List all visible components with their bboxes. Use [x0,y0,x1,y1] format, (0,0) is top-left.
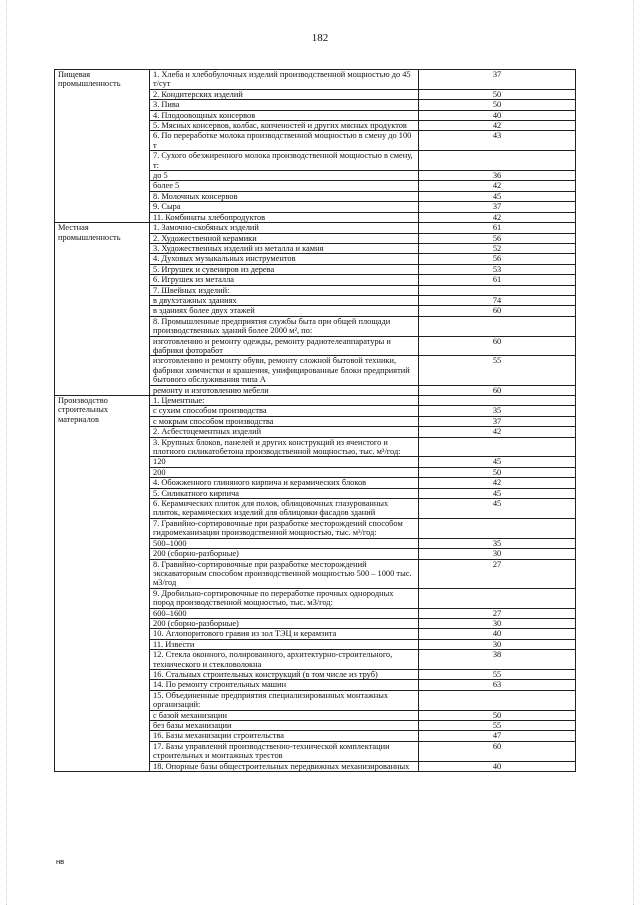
row-text: 10. Аглопоритового гравия из зол ТЭЦ и керамзита [150,629,419,639]
row-text: 16. Стальных строительных конструкций (в том числе из труб) [150,669,419,679]
row-text: 4. Обожженного глиняного кирпича и керамических блоков [150,478,419,488]
row-value: 45 [419,191,576,201]
row-value: 30 [419,549,576,559]
row-value: 42 [419,478,576,488]
row-text: 200 (сборно-разборные) [150,549,419,559]
row-value [419,316,576,336]
row-text: 7. Гравийно-сортировочные при разработке месторождений способом гидромеханизации производственной мощностью, тыс. м³/год: [150,518,419,538]
row-text: 7. Сухого обезжиренного молока производственной мощностью в смену, т: [150,151,419,171]
row-value: 45 [419,499,576,519]
row-text: 2. Художественной керамики [150,233,419,243]
row-text: 200 (сборно-разборные) [150,618,419,628]
row-value: 30 [419,618,576,628]
scan-edge-right [633,0,634,905]
row-text: 4. Плодоовощных консервов [150,110,419,120]
row-text: 4. Духовых музыкальных инструментов [150,254,419,264]
row-text: 200 [150,467,419,477]
row-text: в двухэтажных зданиях [150,295,419,305]
row-value [419,151,576,171]
row-text: 12. Стекла оконного, полированного, архитектурно-строительного, технического и стекловолокна [150,650,419,670]
row-text: 11. Комбинаты хлебопродуктов [150,212,419,222]
row-text: 8. Гравийно-сортировочные при разработке месторождений экскаваторным способом производственной мощностью 500 – 1000 тыс. м3/год [150,559,419,588]
row-value: 42 [419,181,576,191]
row-text: с базой механизации [150,710,419,720]
row-value: 61 [419,275,576,285]
row-text: 9. Дробильно-сортировочные по переработке прочных однородных пород производственной мощностью, тыс. м3/год: [150,588,419,608]
row-text: в зданиях более двух этажей [150,306,419,316]
row-text: ремонту и изготовлению мебели [150,385,419,395]
row-text: без базы механизации [150,721,419,731]
row-text: 11. Извести [150,639,419,649]
row-value: 35 [419,538,576,548]
row-value: 61 [419,223,576,233]
section-category: Пищевая промышленность [55,70,150,223]
row-value: 50 [419,100,576,110]
row-value: 53 [419,264,576,274]
row-value: 27 [419,559,576,588]
row-text: 600–1600 [150,608,419,618]
row-text: 5. Мясных консервов, колбас, копченостей и других мясных продуктов [150,121,419,131]
row-value: 27 [419,608,576,618]
row-text: до 5 [150,171,419,181]
row-value: 60 [419,385,576,395]
row-value: 42 [419,427,576,437]
row-text: 3. Пива [150,100,419,110]
row-value: 40 [419,761,576,771]
row-value: 42 [419,212,576,222]
row-text: 15. Объединенные предприятия специализированных монтажных организаций: [150,690,419,710]
row-text: изготовлению и ремонту обуви, ремонту сложной бытовой техники, фабрики химчистки и крашения, унифицированные блоки предприятий бытового обслуживания типа А [150,356,419,385]
row-value: 55 [419,669,576,679]
row-text: 6. По переработке молока производственной мощностью в смену до 100 т [150,131,419,151]
row-text: с мокрым способом производства [150,416,419,426]
row-text: 1. Хлеба и хлебобулочных изделий производственной мощностью до 45 т/сут [150,70,419,90]
row-value [419,396,576,406]
row-value: 38 [419,650,576,670]
row-value: 63 [419,680,576,690]
page-number: 182 [311,32,329,44]
row-value: 56 [419,254,576,264]
row-text: 6. Игрушек из металла [150,275,419,285]
row-text: изготовлению и ремонту одежды, ремонту радиотелеаппаратуры и фабрики фоторабот [150,336,419,356]
row-value: 43 [419,131,576,151]
row-value: 52 [419,243,576,253]
row-value: 74 [419,295,576,305]
table-row [55,223,576,233]
row-value: 35 [419,406,576,416]
row-value: 40 [419,110,576,120]
row-value: 60 [419,306,576,316]
row-value: 55 [419,721,576,731]
row-value: 50 [419,89,576,99]
row-text: 18. Опорные базы общестроительных передвижных механизированных [150,761,419,771]
row-text: 3. Крупных блоков, панелей и других конструкций из ячеистого и плотного силикатобетона производственной мощностью, тыс. м³/год: [150,437,419,457]
row-text: 120 [150,457,419,467]
row-value [419,690,576,710]
row-text: 2. Кондитерских изделий [150,89,419,99]
row-value [419,285,576,295]
row-text: 16. Базы механизации строительства [150,731,419,741]
row-value: 40 [419,629,576,639]
row-value: 50 [419,467,576,477]
row-value: 42 [419,121,576,131]
row-text: с сухим способом производства [150,406,419,416]
row-value [419,588,576,608]
row-value: 37 [419,416,576,426]
row-value: 45 [419,488,576,498]
row-value: 36 [419,171,576,181]
scan-edge-left [6,0,7,905]
row-value: 50 [419,710,576,720]
row-text: 9. Сыра [150,202,419,212]
row-value: 47 [419,731,576,741]
row-text: 14. По ремонту строительных машин [150,680,419,690]
norms-table [54,69,576,772]
row-value: 37 [419,202,576,212]
row-text: более 5 [150,181,419,191]
row-value [419,437,576,457]
row-value: 45 [419,457,576,467]
row-text: 5. Игрушек и сувениров из дерева [150,264,419,274]
row-text: 8. Промышленные предприятия службы быта при общей площади производственных зданий более 2000 м², по: [150,316,419,336]
row-text: 8. Молочных консервов [150,191,419,201]
row-value: 60 [419,336,576,356]
row-text: 1. Замочно-скобяных изделий [150,223,419,233]
section-category: Производство строительных материалов [55,396,150,772]
section-category: Местная промышленность [55,223,150,396]
row-text: 6. Керамических плиток для полов, облицовочных глазурованных плиток, керамических изделий для облицовки фасадов зданий [150,499,419,519]
row-value: 55 [419,356,576,385]
row-value: 37 [419,70,576,90]
row-value: 60 [419,741,576,761]
table-row [55,396,576,406]
row-text: 7. Швейных изделий: [150,285,419,295]
row-text: 17. Базы управлений производственно-технической комплектации строительных и монтажных трестов [150,741,419,761]
row-text: 5. Силикатного кирпича [150,488,419,498]
footer-mark: нв [56,857,65,866]
row-text: 500–1000 [150,538,419,548]
row-text: 2. Асбестоцементных изделий [150,427,419,437]
row-value [419,518,576,538]
table-row [55,70,576,90]
row-value: 56 [419,233,576,243]
row-text: 1. Цементные: [150,396,419,406]
row-text: 3. Художественных изделий из металла и камня [150,243,419,253]
row-value: 30 [419,639,576,649]
